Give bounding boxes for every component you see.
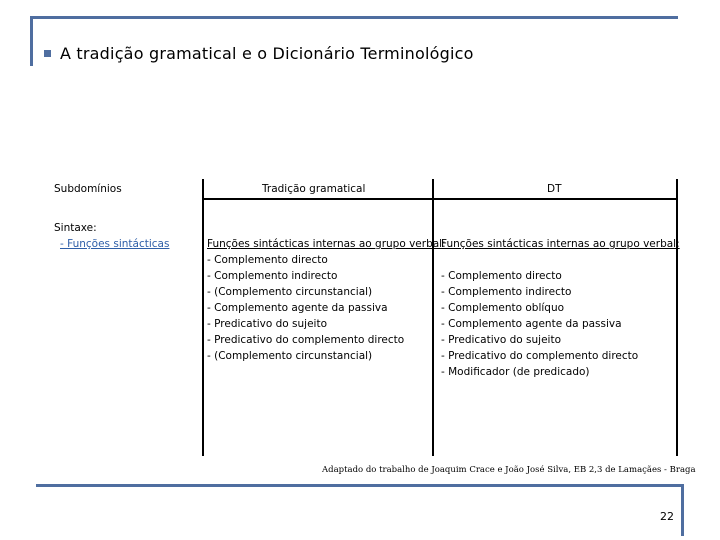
slide-title: A tradição gramatical e o Dicionário Terminológico (60, 44, 474, 63)
col-divider-3-header (676, 179, 678, 199)
frame-right-border (681, 484, 684, 536)
funcoes-sintacticas-link[interactable]: - Funções sintácticas (60, 238, 170, 250)
list-item: - Complemento indirecto (207, 270, 338, 282)
header-subdominios: Subdomínios (54, 183, 122, 195)
tradicao-intro: Funções sintácticas internas ao grupo verbal: (207, 238, 446, 250)
list-item: - Modificador (de predicado) (441, 366, 590, 378)
col-divider-2-header (432, 179, 434, 199)
tradicao-gramatical-cell (207, 236, 446, 364)
list-item: - Complemento directo (441, 270, 562, 282)
header-dt: DT (547, 183, 562, 195)
square-bullet-icon (44, 50, 51, 57)
col-divider-1 (202, 198, 204, 456)
list-item: - Complemento agente da passiva (441, 318, 622, 330)
header-tradicao-gramatical: Tradição gramatical (262, 183, 366, 195)
slide-title-row (44, 44, 474, 63)
list-item: - Complemento oblíquo (441, 302, 565, 314)
list-item: - Complemento agente da passiva (207, 302, 388, 314)
frame-bottom-border (36, 484, 684, 487)
frame-left-border (30, 16, 33, 66)
list-item: - Predicativo do complemento directo (207, 334, 405, 346)
tradicao-list (207, 252, 446, 364)
list-item: - Complemento directo (207, 254, 328, 266)
dt-cell (441, 236, 680, 380)
subdominio-cell (54, 220, 169, 252)
page-number: 22 (660, 510, 674, 523)
dt-list (441, 268, 680, 380)
list-item: - (Complemento circunstancial) (207, 350, 373, 362)
source-credit: Adaptado do trabalho de Joaquim Crace e João José Silva, EB 2,3 de Lamaçães - Braga (322, 465, 696, 475)
frame-top-border (30, 16, 678, 19)
list-item: - Predicativo do sujeito (207, 318, 328, 330)
list-item: - Complemento indirecto (441, 286, 572, 298)
header-underline (202, 198, 678, 200)
list-item: - Predicativo do complemento directo (441, 350, 639, 362)
dt-intro: Funções sintácticas internas ao grupo verbal: (441, 238, 680, 250)
list-item: - (Complemento circunstancial) (207, 286, 373, 298)
sintaxe-label: Sintaxe: (54, 222, 97, 234)
list-item: - Predicativo do sujeito (441, 334, 562, 346)
col-divider-1-header (202, 179, 204, 199)
